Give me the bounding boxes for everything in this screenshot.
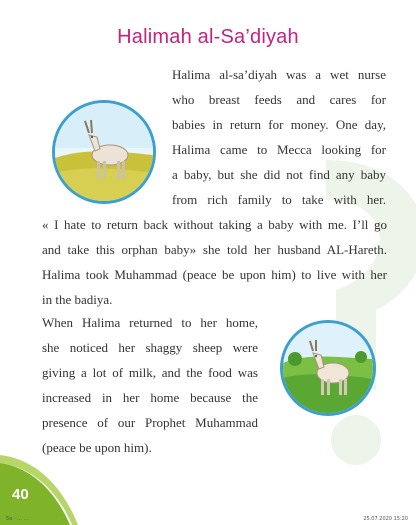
text-line: a baby, but she did not find any baby	[172, 167, 386, 182]
page-number: 40	[12, 486, 29, 503]
text-line: « I hate to return back without taking a baby with me. I’ll go	[42, 217, 387, 232]
text-line: and take this orphan baby» she told her husband AL-Hareth.	[42, 242, 387, 257]
text-line: she noticed her shaggy sheep were	[42, 340, 258, 355]
paragraph-1-column	[172, 62, 386, 212]
text-line: giving a lot of milk, and the food was	[42, 365, 258, 380]
paragraph-2-column	[42, 310, 258, 460]
goat-icon	[55, 103, 153, 201]
text-line: presence of our Prophet Muhammad	[42, 415, 258, 430]
page-title: Halimah al-Sa’diyah	[117, 26, 299, 48]
text-line: Halima came to Mecca looking for	[172, 142, 386, 157]
text-line: babies in return for money. One day,	[172, 117, 386, 132]
text-line: who breast feeds and cares for	[172, 92, 386, 107]
paragraph-1-full	[42, 212, 387, 312]
text-line: in the badiya.	[42, 292, 113, 307]
text-line: increased in her home because the	[42, 390, 258, 405]
text-line: from rich family to take with her.	[172, 192, 386, 207]
footer-left: 5a - ... ...	[6, 516, 29, 522]
goat-illustration-top	[52, 100, 156, 204]
goat-icon	[283, 323, 373, 413]
goat-illustration-bottom	[280, 320, 376, 416]
text-line: (peace be upon him).	[42, 440, 152, 455]
text-line: When Halima returned to her home,	[42, 315, 258, 330]
text-line: Halima took Muhammad (peace be upon him) to live with her	[42, 267, 387, 282]
page-number-badge	[0, 445, 90, 525]
footer-right: 25.07.2020 15:20	[363, 516, 408, 522]
text-line: Halima al-sa’diyah was a wet nurse	[172, 67, 386, 82]
